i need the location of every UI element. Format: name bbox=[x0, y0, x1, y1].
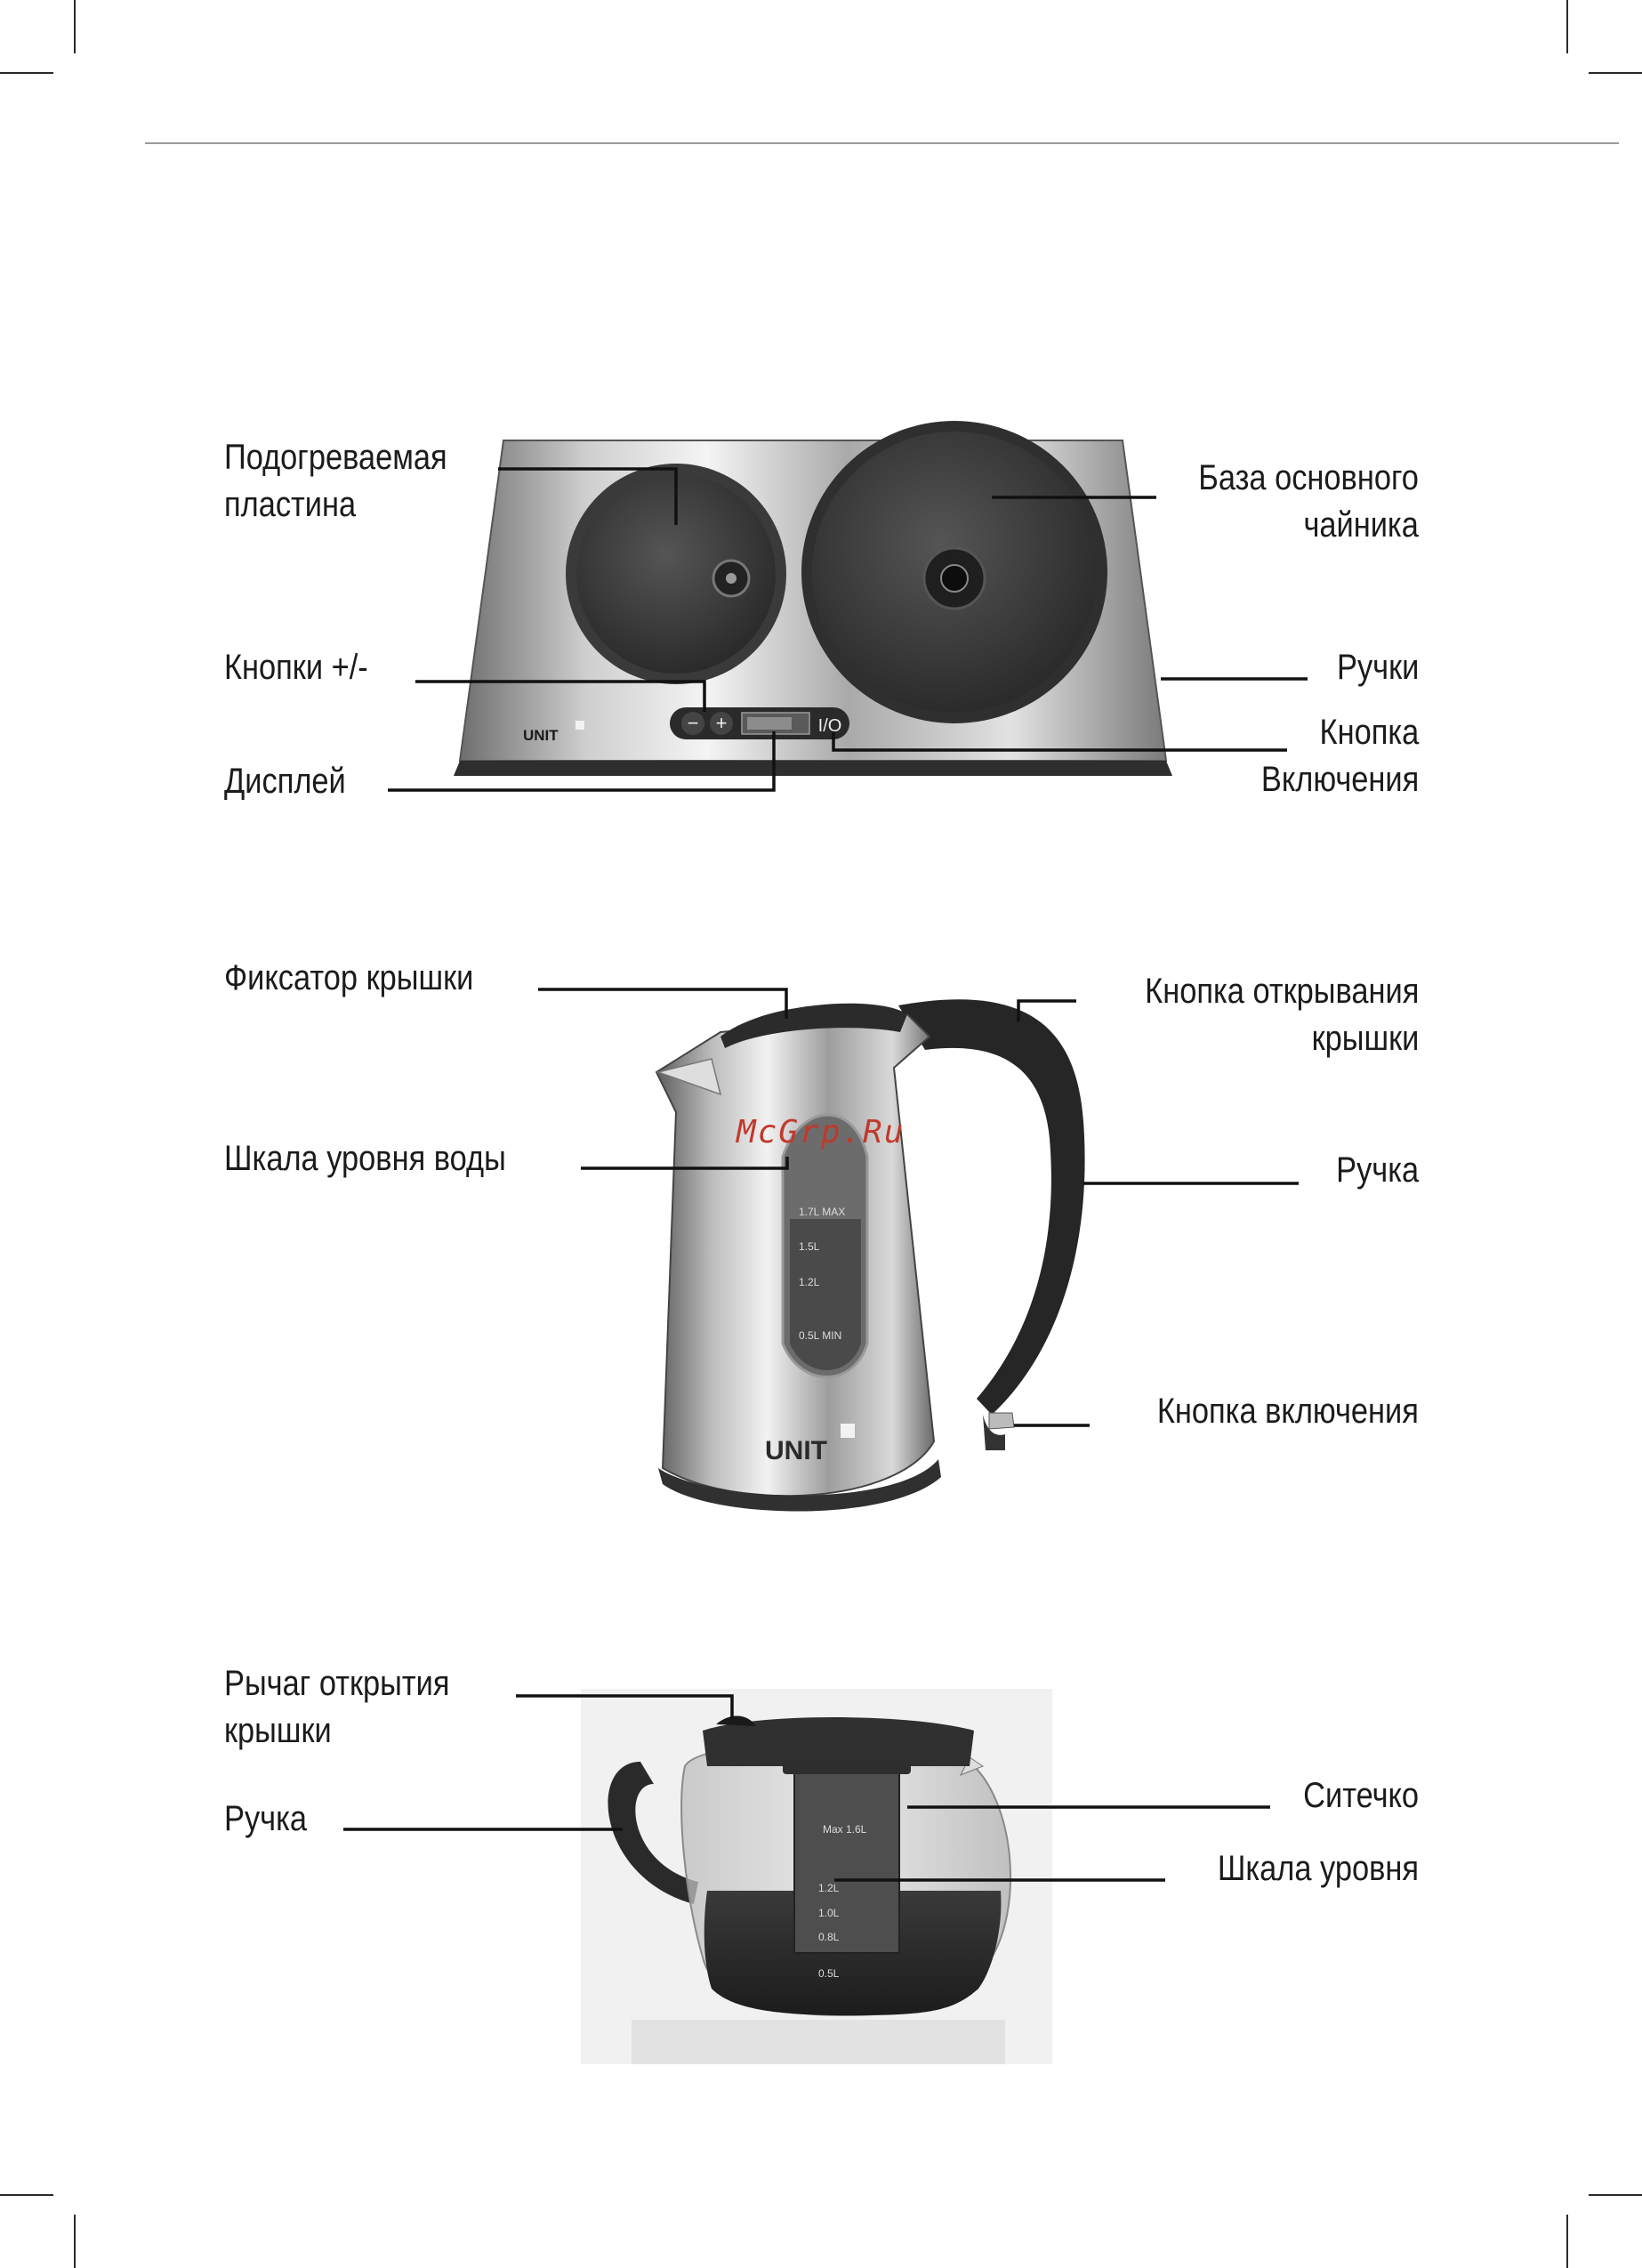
base-station-image bbox=[454, 421, 1172, 776]
kettle-scale-mark: 0.5L MIN bbox=[799, 1329, 842, 1342]
control-panel bbox=[670, 707, 849, 739]
label-teapot-handle: Ручка bbox=[224, 1799, 308, 1838]
teapot-scale-mark: Max 1.6L bbox=[823, 1823, 867, 1836]
label-heating-plate: Подогреваемая пластина bbox=[224, 438, 447, 524]
teapot-scale-mark: 0.5L bbox=[818, 1967, 840, 1980]
glass-teapot-image bbox=[581, 1689, 1052, 2064]
teapot-scale-mark: 0.8L bbox=[818, 1931, 840, 1943]
label-strainer: Ситечко bbox=[1303, 1776, 1419, 1815]
label-base-power-button: Кнопка Включения bbox=[1260, 713, 1419, 799]
svg-text:I/O: I/O bbox=[817, 716, 842, 736]
teapot-scale-mark: 1.0L bbox=[818, 1907, 840, 1919]
kettle-scale-mark: 1.2L bbox=[799, 1276, 820, 1288]
svg-text:UNIT: UNIT bbox=[523, 727, 559, 744]
label-kettle-handle: Ручка bbox=[1335, 1150, 1419, 1190]
label-lid-lever: Рычаг открытия крышки bbox=[224, 1664, 450, 1750]
svg-text:+: + bbox=[715, 712, 728, 734]
svg-text:UNIT: UNIT bbox=[765, 1436, 827, 1465]
label-lid-lock: Фиксатор крышки bbox=[224, 958, 474, 997]
teapot-scale-mark: 1.2L bbox=[818, 1882, 840, 1894]
label-main-kettle-base: База основного чайника bbox=[1198, 458, 1419, 545]
label-level-scale: Шкала уровня bbox=[1217, 1849, 1419, 1888]
main-kettle-base bbox=[801, 421, 1107, 723]
electric-kettle-image bbox=[656, 999, 1085, 1511]
watermark: McGrp.Ru bbox=[736, 1114, 906, 1150]
label-kettle-power-button: Кнопка включения bbox=[1156, 1392, 1419, 1431]
label-water-scale: Шкала уровня воды bbox=[224, 1139, 506, 1178]
label-lid-open-button: Кнопка открывания крышки bbox=[1144, 972, 1419, 1058]
label-display: Дисплей bbox=[224, 762, 346, 801]
svg-text:−: − bbox=[687, 712, 699, 734]
kettle-scale-mark: 1.7L MAX bbox=[799, 1206, 846, 1218]
kettle-scale-mark: 1.5L bbox=[799, 1240, 820, 1253]
label-handles: Ручки bbox=[1336, 648, 1419, 687]
label-buttons-plus-minus: Кнопки +/- bbox=[224, 648, 368, 687]
